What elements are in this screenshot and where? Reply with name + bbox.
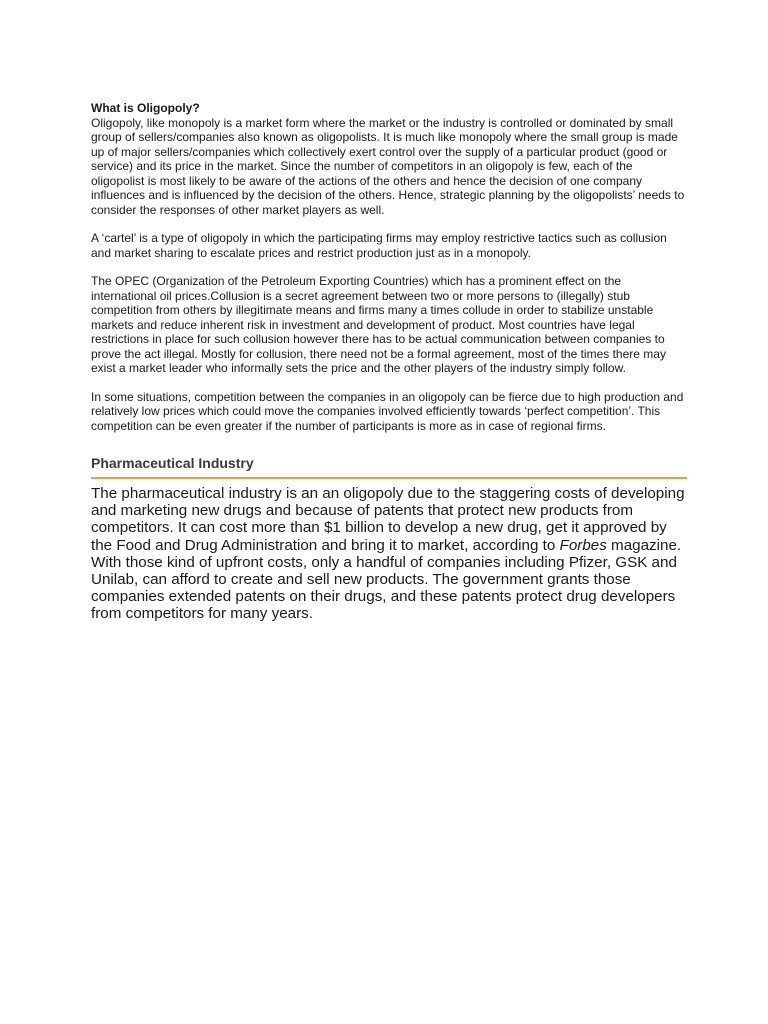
oligopoly-definition-paragraph: Oligopoly, like monopoly is a market form where the market or the industry is controlled or dominated by small group of sellers/companies also known as oligopolists. It is much like monopoly where the small group is made up of major sellers/companies which collectively exert control over the supply of a particular product (good or service) and its price in the market. Since the number of competitors in an oligopoly is few, each of the oligopolist is most likely to be aware of the actions of the others and hence the decision of one company influences and is influenced by the decision of the others. Hence, strategic planning by the oligopolists’ needs to consider the responses of other market players as well. (91, 115, 685, 217)
cartel-paragraph: A ‘cartel’ is a type of oligopoly in which the participating firms may employ restrictive tactics such as collusion and market sharing to escalate prices and restrict production just as in a monopoly. (91, 231, 667, 260)
forbes-italic: Forbes (559, 536, 607, 554)
opec-collusion-paragraph: The OPEC (Organization of the Petroleum Exporting Countries) which has a prominent effect on the international oil prices.Collusion is a secret agreement between two or more persons to (illegally) stub competition from others by illegitimate means and firms many a times collude in order to stabilize unstable markets and reduce inherent risk in investment and development of product. Most countries have legal restrictions in place for such collusion however there has to be actual communication between companies to prove the act illegal. Mostly for collusion, there need not be a formal agreement, most of the times there may exist a market leader who informally sets the price and the other players of the industry simply follow. (91, 274, 666, 375)
oligopoly-heading: What is Oligopoly? (91, 101, 200, 115)
pharma-body-part-1: The pharmaceutical industry is an an oligopoly due to the staggering costs of developing and marketing new drugs and because of patents that protect new products from competitors. It can cost more than $1 billion to develop a new drug, get it approved by the Food and Drug Administration and bring it to market, according to (91, 485, 685, 554)
pharmaceutical-industry-paragraph (91, 485, 687, 623)
pharmaceutical-industry-heading: Pharmaceutical Industry (91, 455, 687, 479)
pharma-body-part-2: magazine. With those kind of upfront costs, only a handful of companies including Pfizer, GSK and Unilab, can afford to create and sell new products. The government grants those companies extended patents on their drugs, and these patents protect drug developers from competitors for many years. (91, 536, 682, 623)
document-page (91, 101, 687, 623)
competition-paragraph: In some situations, competition between the companies in an oligopoly can be fierce due to high production and relatively low prices which could move the companies involved efficiently towards ‘perfect competition’. This competition can be even greater if the number of participants is more as in case of regional firms. (91, 389, 684, 433)
